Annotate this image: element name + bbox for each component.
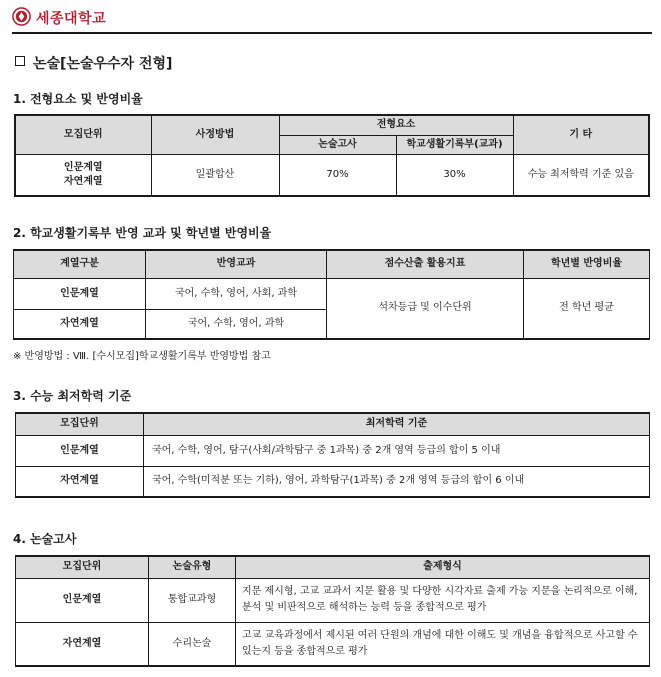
header-type: 논술유형 (149, 556, 236, 578)
reflection-method-note: ※ 반영방법 : Ⅷ. [수시모집]학교생활기록부 반영방법 참고 (13, 351, 271, 362)
header-indicator: 점수산출 활용지표 (327, 250, 524, 278)
header-elements: 전형요소 (279, 115, 513, 135)
format-natural: 고교 교육과정에서 제시된 여러 단원의 개념에 대한 이해도 및 개념을 융합적으로 사고할 수 있는지 등을 종합적으로 평가 (236, 622, 650, 666)
document-title-text: 논술[논술우수자 전형] (33, 56, 173, 72)
unit-humanities: 인문계열 (16, 578, 149, 622)
selection-elements-table (14, 114, 650, 197)
header-essay: 논술고사 (279, 135, 396, 154)
group-natural: 자연계열 (14, 309, 146, 339)
method-cell: 일괄합산 (151, 154, 279, 196)
criteria-natural: 국어, 수학(미적분 또는 기하), 영어, 과학탐구(1과목) 중 2개 영역 등급의 합이 6 이내 (144, 466, 650, 497)
header-group: 계열구분 (14, 250, 146, 278)
group-humanities: 인문계열 (14, 278, 146, 309)
header-criteria: 최저학력 기준 (144, 413, 650, 435)
etc-cell: 수능 최저학력 기준 있음 (513, 154, 649, 196)
header-ratio: 학년별 반영비율 (524, 250, 650, 278)
record-subjects-table (13, 249, 650, 340)
section2-title: 2. 학교생활기록부 반영 교과 및 학년별 반영비율 (13, 226, 272, 240)
subjects-humanities: 국어, 수학, 영어, 사회, 과학 (146, 278, 327, 309)
header-method: 사정방법 (151, 115, 279, 154)
checkbox-square-icon (15, 56, 25, 66)
header-record: 학교생활기록부(교과) (396, 135, 513, 154)
page-header (12, 6, 652, 34)
university-logo-icon (12, 7, 31, 26)
type-humanities: 통합교과형 (149, 578, 236, 622)
subjects-natural: 국어, 수학, 영어, 과학 (146, 309, 327, 339)
unit-natural: 자연계열 (16, 622, 149, 666)
ratio-cell: 전 학년 평균 (524, 278, 650, 339)
criteria-humanities: 국어, 수학, 영어, 탐구(사회/과학탐구 중 1과목) 중 2개 영역 등급의 합이 5 이내 (144, 435, 650, 466)
essay-ratio-cell: 70% (279, 154, 396, 196)
header-unit: 모집단위 (15, 115, 151, 154)
section3-title: 3. 수능 최저학력 기준 (13, 389, 132, 403)
type-natural: 수리논술 (149, 622, 236, 666)
record-ratio-cell: 30% (396, 154, 513, 196)
header-subjects: 반영교과 (146, 250, 327, 278)
section1-title: 1. 전형요소 및 반영비율 (13, 92, 143, 106)
unit-line2: 자연계열 (63, 175, 103, 187)
format-humanities: 지문 제시형, 고교 교과서 지문 활용 및 다양한 시각자료 출제 가능 지문을 논리적으로 이해, 분석 및 비판적으로 해석하는 능력 등을 종합적으로 평가 (236, 578, 650, 622)
header-unit: 모집단위 (16, 556, 149, 578)
essay-exam-table (15, 555, 650, 667)
indicator-cell: 석차등급 및 이수단위 (327, 278, 524, 339)
minimum-csat-table (15, 412, 650, 498)
unit-cell (15, 154, 151, 196)
header-unit: 모집단위 (16, 413, 144, 435)
header-etc: 기 타 (513, 115, 649, 154)
unit-natural: 자연계열 (16, 466, 144, 497)
section4-title: 4. 논술고사 (13, 532, 77, 546)
university-name: 세종대학교 (36, 11, 107, 27)
header-format: 출제형식 (236, 556, 650, 578)
unit-humanities: 인문계열 (16, 435, 144, 466)
unit-line1: 인문계열 (63, 161, 103, 173)
document-title (15, 53, 172, 73)
